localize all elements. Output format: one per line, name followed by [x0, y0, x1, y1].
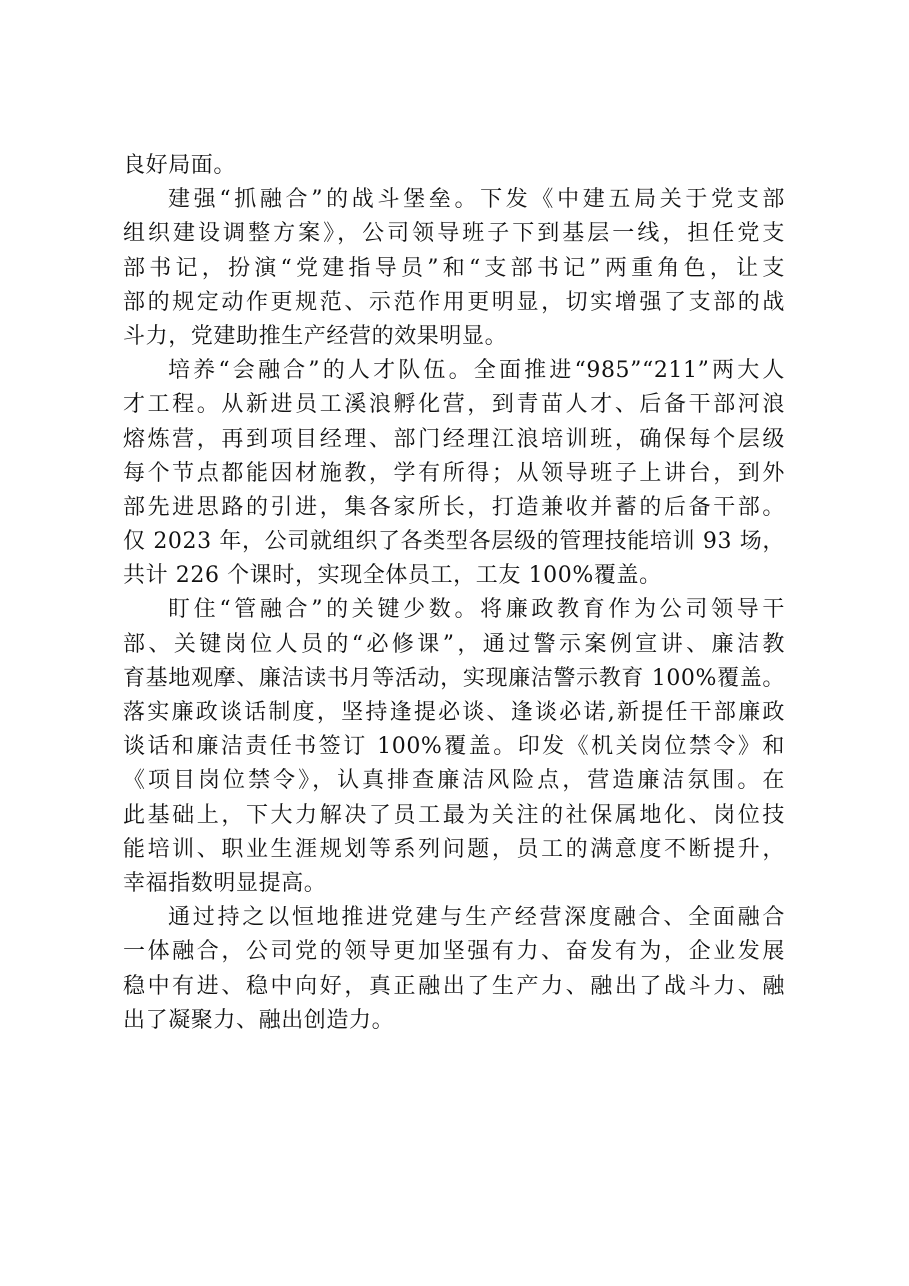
paragraph-1-line-1: 良好局面。	[123, 153, 237, 178]
paragraph-4-line-8: 能培训、职业生涯规划等系列问题，员工的满意度不断提升，	[123, 836, 785, 862]
paragraph-2-line-4: 部的规定动作更规范、示范作用更明显，切实增强了支部的战	[123, 289, 785, 315]
document-body	[123, 149, 785, 1038]
paragraph-3-line-6: 仅 2023 年，公司就组织了各类型各层级的管理技能培训 93 场，	[123, 529, 785, 555]
paragraph-2-line-5: 斗力，党建助推生产经营的效果明显。	[123, 323, 508, 349]
paragraph-4-line-2: 部、关键岗位人员的“必修课”，通过警示案例宣讲、廉洁教	[123, 631, 785, 657]
paragraph-4-line-5: 谈话和廉洁责任书签订 100%覆盖。印发《机关岗位禁令》和	[123, 734, 785, 760]
paragraph-4-line-7: 此基础上，下大力解决了员工最为关注的社保属地化、岗位技	[123, 802, 785, 828]
paragraph-3-line-7: 共计 226 个课时，实现全体员工，工友 100%覆盖。	[123, 563, 662, 589]
paragraph-5-line-1: 通过持之以恒地推进党建与生产经营深度融合、全面融合	[168, 905, 785, 931]
paragraph-5-line-4: 出了凝聚力、融出创造力。	[123, 1007, 395, 1033]
paragraph-5-line-2: 一体融合，公司党的领导更加坚强有力、奋发有为，企业发展	[123, 939, 785, 965]
paragraph-4-line-1: 盯住“管融合”的关键少数。将廉政教育作为公司领导干	[168, 597, 785, 623]
paragraph-4-line-3: 育基地观摩、廉洁读书月等活动，实现廉洁警示教育 100%覆盖。	[123, 665, 785, 691]
paragraph-3-line-2: 才工程。从新进员工溪浪孵化营，到青苗人才、后备干部河浪	[123, 392, 785, 418]
paragraph-2-line-2: 组织建设调整方案》，公司领导班子下到基层一线，担任党支	[123, 221, 785, 247]
paragraph-3-line-3: 熔炼营，再到项目经理、部门经理江浪培训班，确保每个层级	[123, 426, 785, 452]
paragraph-4-line-6: 《项目岗位禁令》，认真排查廉洁风险点，营造廉洁氛围。在	[123, 768, 785, 794]
paragraph-3-line-1: 培养“会融合”的人才队伍。全面推进“985”“211”两大人	[168, 358, 785, 384]
paragraph-2-line-1: 建强“抓融合”的战斗堡垒。下发《中建五局关于党支部	[168, 187, 785, 213]
paragraph-3-line-4: 每个节点都能因材施教，学有所得；从领导班子上讲台，到外	[123, 460, 785, 486]
paragraph-5-line-3: 稳中有进、稳中向好，真正融出了生产力、融出了战斗力、融	[123, 973, 785, 999]
paragraph-3-line-5: 部先进思路的引进，集各家所长，打造兼收并蓄的后备干部。	[123, 494, 785, 520]
paragraph-2-line-3: 部书记，扮演“党建指导员”和“支部书记”两重角色，让支	[123, 255, 785, 281]
paragraph-4-line-9: 幸福指数明显提高。	[123, 870, 327, 896]
paragraph-4-line-4: 落实廉政谈话制度，坚持逢提必谈、逢谈必诺,新提任干部廉政	[123, 700, 785, 725]
